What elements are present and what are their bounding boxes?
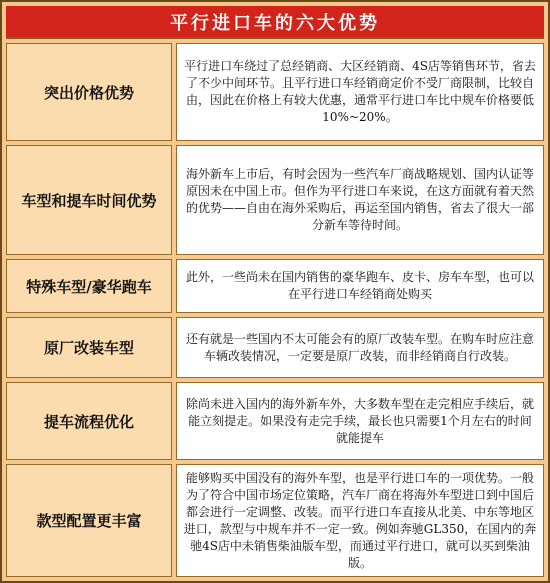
row-content: 能够购买中国没有的海外车型，也是平行进口车的一项优势。一般为了符合中国市场定位策略，汽车厂商在将海外车型进口到中国后都会进行一定调整、改装。而平行进口车直接从北美、中东等地区进口，款型与中规车并不一定一致。例如奔驰GL350，在国内的奔驰4S店中未销售柴油版车型，而通过平行进口，就可以买到柴油版。 <box>176 464 544 577</box>
row-label: 特殊车型/豪华跑车 <box>6 259 172 313</box>
row-content: 除尚未进入国内的海外新车外，大多数车型在走完相应手续后，就能立刻提走。如果没有走完手续，最长也只需要1个月左右的时间就能提车 <box>176 382 544 460</box>
row-label: 原厂改装车型 <box>6 317 172 378</box>
table-row <box>6 43 544 141</box>
row-label: 提车流程优化 <box>6 382 172 460</box>
row-label: 突出价格优势 <box>6 43 172 141</box>
table-row <box>6 317 544 378</box>
row-content: 海外新车上市后，有时会因为一些汽车厂商战略规划、国内认证等原因未在中国上市。但作为平行进口车来说，在这方面就有着天然的优势——自由在海外采购后，再运至国内销售，省去了很大一部分新车等待时间。 <box>176 145 544 255</box>
table-title: 平行进口车的六大优势 <box>6 6 544 39</box>
table-row <box>6 259 544 313</box>
row-label: 款型配置更丰富 <box>6 464 172 577</box>
table-row <box>6 382 544 460</box>
row-content: 平行进口车绕过了总经销商、大区经销商、4S店等销售环节，省去了不少中间环节。且平行进口车经销商定价不受厂商限制，比较自由，因此在价格上有较大优惠，通常平行进口车比中规车价格要低10%~20%。 <box>176 43 544 141</box>
table-row <box>6 464 544 577</box>
row-content: 此外，一些尚未在国内销售的豪华跑车、皮卡、房车车型，也可以在平行进口车经销商处购买 <box>176 259 544 313</box>
row-content: 还有就是一些国内不太可能会有的原厂改装车型。在购车时应注意车辆改装情况，一定要是原厂改装，而非经销商自行改装。 <box>176 317 544 378</box>
table-row <box>6 145 544 255</box>
row-label: 车型和提车时间优势 <box>6 145 172 255</box>
